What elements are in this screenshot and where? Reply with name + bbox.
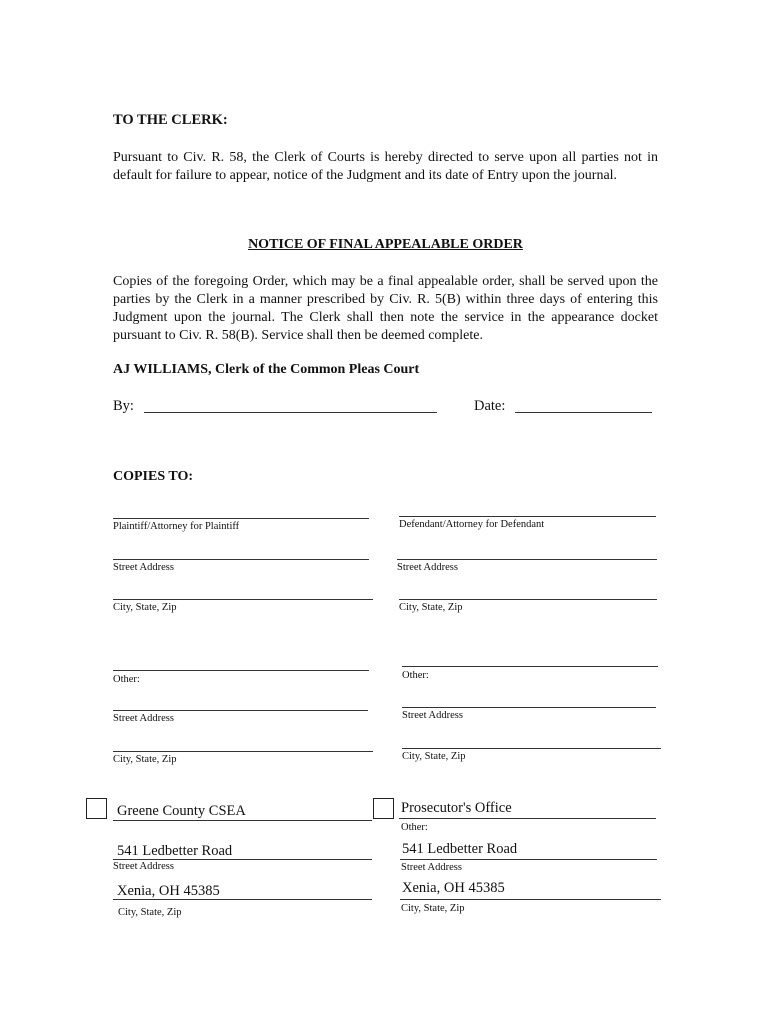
csea-street-line[interactable] bbox=[113, 859, 372, 860]
other-right-street-label: Street Address bbox=[402, 710, 463, 721]
notice-paragraph: Copies of the foregoing Order, which may be a final appealable order, shall be served upon the parties by the Clerk in a manner prescribed by Civ. R. 5(B) within three days of entering this Judgment upon the journal. The Clerk shall then note the service in the appearance docket pursuant to Civ. R. 58(B). Service shall then be deemed complete. bbox=[113, 274, 658, 343]
prosecutor-name-line[interactable] bbox=[399, 818, 656, 819]
plaintiff-street-line[interactable] bbox=[113, 559, 369, 560]
clerk-name: AJ WILLIAMS, Clerk of the Common Pleas Court bbox=[113, 362, 420, 377]
csea-city-line[interactable] bbox=[113, 899, 372, 900]
defendant-city-line[interactable] bbox=[399, 599, 657, 600]
prosecutor-street-line[interactable] bbox=[400, 859, 657, 860]
prosecutor-city-label: City, State, Zip bbox=[401, 903, 465, 914]
other-left-street-label: Street Address bbox=[113, 713, 174, 724]
prosecutor-city: Xenia, OH 45385 bbox=[402, 880, 505, 896]
prosecutor-checkbox[interactable] bbox=[373, 798, 394, 819]
plaintiff-city-line[interactable] bbox=[113, 599, 373, 600]
prosecutor-street: 541 Ledbetter Road bbox=[402, 841, 518, 857]
by-label: By: bbox=[113, 398, 134, 414]
csea-street: 541 Ledbetter Road bbox=[117, 843, 233, 859]
prosecutor-city-line[interactable] bbox=[400, 899, 661, 900]
defendant-city-label: City, State, Zip bbox=[399, 602, 463, 613]
csea-street-label: Street Address bbox=[113, 861, 174, 872]
date-line[interactable] bbox=[515, 412, 652, 413]
prosecutor-name: Prosecutor's Office bbox=[401, 800, 512, 816]
plaintiff-street-label: Street Address bbox=[113, 562, 174, 573]
other-left-street-line[interactable] bbox=[113, 710, 368, 711]
csea-name-line[interactable] bbox=[113, 820, 372, 821]
csea-checkbox[interactable] bbox=[86, 798, 107, 819]
plaintiff-city-label: City, State, Zip bbox=[113, 602, 177, 613]
plaintiff-line[interactable] bbox=[113, 518, 369, 519]
prosecutor-street-label: Street Address bbox=[401, 862, 462, 873]
other-right-label: Other: bbox=[402, 670, 429, 681]
csea-name: Greene County CSEA bbox=[117, 803, 246, 819]
other-left-city-line[interactable] bbox=[113, 751, 373, 752]
clerk-heading: TO THE CLERK: bbox=[113, 112, 228, 128]
date-label: Date: bbox=[474, 398, 506, 414]
defendant-line[interactable] bbox=[399, 516, 656, 517]
notice-title: NOTICE OF FINAL APPEALABLE ORDER bbox=[248, 237, 523, 252]
by-signature-line[interactable] bbox=[144, 412, 437, 413]
other-right-line[interactable] bbox=[402, 666, 658, 667]
defendant-street-label: Street Address bbox=[397, 562, 458, 573]
csea-city-label: City, State, Zip bbox=[118, 907, 182, 918]
defendant-label: Defendant/Attorney for Defendant bbox=[399, 519, 545, 530]
defendant-street-line[interactable] bbox=[397, 559, 657, 560]
other-left-line[interactable] bbox=[113, 670, 369, 671]
other-right-street-line[interactable] bbox=[402, 707, 656, 708]
other-left-city-label: City, State, Zip bbox=[113, 754, 177, 765]
clerk-paragraph: Pursuant to Civ. R. 58, the Clerk of Courts is hereby directed to serve upon all parties not in default for failure to appear, notice of the Judgment and its date of Entry upon the journal. bbox=[113, 150, 658, 183]
other-left-label: Other: bbox=[113, 674, 140, 685]
other-right-city-label: City, State, Zip bbox=[402, 751, 466, 762]
plaintiff-label: Plaintiff/Attorney for Plaintiff bbox=[113, 521, 240, 532]
prosecutor-other-label: Other: bbox=[401, 822, 428, 833]
csea-city: Xenia, OH 45385 bbox=[117, 883, 220, 899]
other-right-city-line[interactable] bbox=[402, 748, 661, 749]
copies-heading: COPIES TO: bbox=[113, 469, 194, 484]
